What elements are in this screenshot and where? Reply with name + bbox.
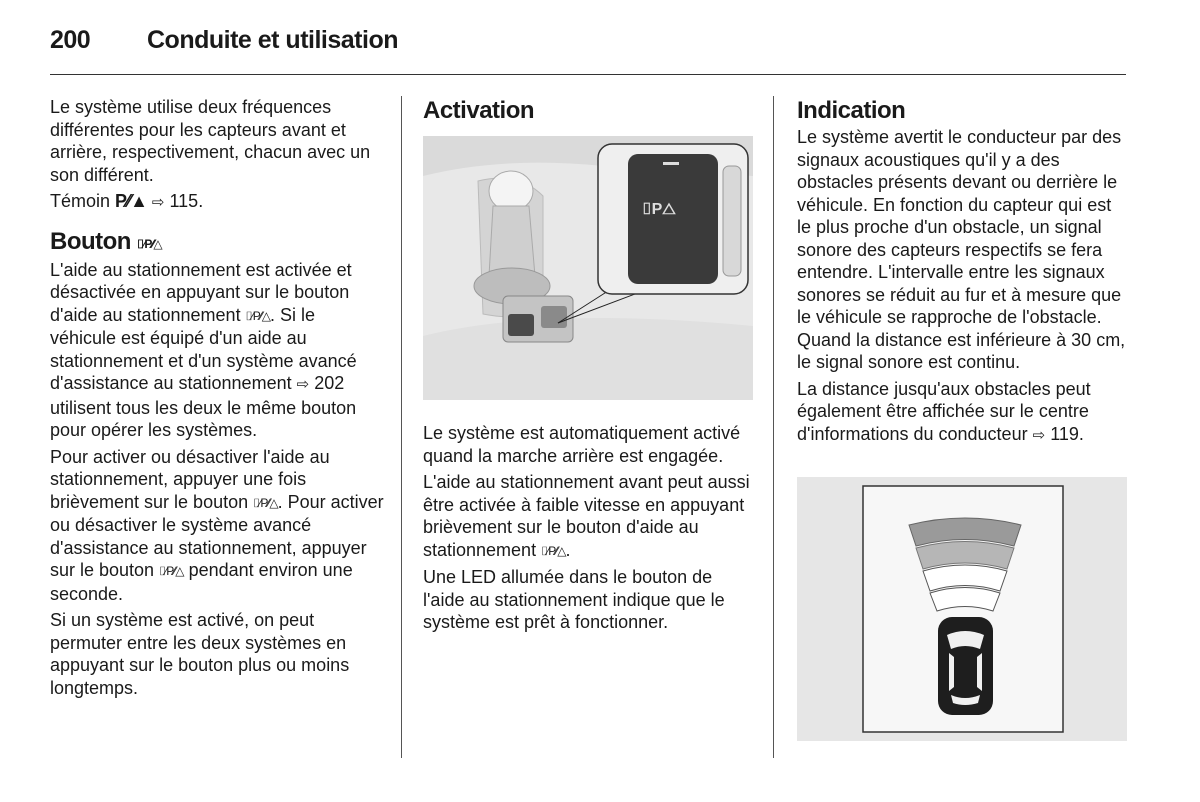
parking-button-icon: ⌷⁄P⁄⁄△ <box>159 564 184 578</box>
led-paragraph: Une LED allumée dans le bouton de l'aide au stationnement indique que le système est prêt à fonctionner. <box>423 567 725 632</box>
page-ref-arrow-icon: ⇨ <box>1032 426 1046 444</box>
text-span: Pour activer ou désactiver l'aide au stationnement, appuyer une fois brièvement sur le bouton <box>50 446 330 512</box>
activation-paragraph <box>50 259 385 442</box>
page-number: 200 <box>50 26 91 54</box>
parking-button-icon: ⌷⁄P⁄⁄△ <box>253 495 278 510</box>
column-2 <box>423 96 753 638</box>
activation-heading: Activation <box>423 97 535 124</box>
temoin-label: Témoin <box>50 191 111 211</box>
temoin-page-ref[interactable]: 115. <box>169 191 204 211</box>
bouton-heading-text: Bouton <box>50 227 131 255</box>
column-1 <box>50 96 385 703</box>
chapter-title: Conduite et utilisation <box>147 26 398 54</box>
indication-heading: Indication <box>797 97 906 124</box>
text-span: L'aide au stationnement est activée et désactivée en appuyant sur le bouton d'aide au stationnement <box>50 259 352 325</box>
text-span: . Pour activer ou désactiver le système avancé d'assistance au stationnement, appuyer sur le bouton <box>50 491 384 580</box>
distance-display-paragraph <box>797 378 1127 448</box>
column-divider-2 <box>773 96 774 758</box>
text-span: . Si le véhicule est équipé d'un aide au stationnement et d'un système avancé d'assistance au stationnement <box>50 304 357 393</box>
bouton-heading <box>50 227 385 259</box>
switch-paragraph: Si un système est activé, on peut permuter entre les deux systèmes en appuyant sur le bouton plus ou moins longtemps. <box>50 610 350 698</box>
text-span: L'aide au stationnement avant peut aussi être activée à faible vitesse en appuyant brièvement sur le bouton d'aide au stationnement <box>423 472 750 560</box>
header-rule <box>50 74 1126 75</box>
column-divider-1 <box>401 96 402 758</box>
temoin-line <box>50 190 385 215</box>
svg-text:⌷P△: ⌷P△ <box>642 201 676 218</box>
acoustic-signal-paragraph: Le système avertit le conducteur par des signaux acoustiques qu'il y a des obstacles présents devant ou derrière le véhicule. En fonction du capteur qui est le plus proche d'un obstacle, un signal sonore des capteurs respectifs se fera entendre. L'intervalle entre les signaux sonores se réduit au fur et à mesure que le véhicule se rapproche de l'obstacle. Quand la distance est inférieure à 30 cm, le signal sonore est continu. <box>797 127 1126 372</box>
text-span: La distance jusqu'aux obstacles peut également être affichée sur le centre d'informations du conducteur <box>797 378 1091 444</box>
distance-display-figure <box>797 477 1127 741</box>
text-span: pendant environ une seconde. <box>50 560 353 604</box>
page-ref-202[interactable]: 202 <box>314 373 345 393</box>
front-activation-paragraph <box>423 471 753 562</box>
frequency-paragraph: Le système utilise deux fréquences différentes pour les capteurs avant et arrière, respectivement, chacun avec un son différent. <box>50 97 371 185</box>
parking-warning-icon: P⁄⁄▲ <box>115 191 147 211</box>
page-ref-arrow-icon: ⇨ <box>151 194 165 211</box>
text-span: . <box>565 539 571 560</box>
column-3 <box>797 96 1127 451</box>
toggle-paragraph <box>50 446 385 606</box>
page-ref-arrow-icon: ⇨ <box>296 376 310 393</box>
parking-button-icon: ⌷⁄P⁄⁄△ <box>541 543 566 558</box>
text-span: utilisent tous les deux le même bouton pour opérer les systèmes. <box>50 397 357 440</box>
car-top-view-icon <box>938 617 993 715</box>
page-ref-119[interactable]: 119. <box>1050 423 1084 444</box>
parking-button-icon: ⌷⁄P⁄⁄△ <box>245 308 271 323</box>
parking-button-icon: ⌷⁄P⁄⁄△ <box>137 236 162 251</box>
auto-activation-paragraph: Le système est automatiquement activé quand la marche arrière est engagée. <box>423 423 741 466</box>
page-header <box>50 24 1126 76</box>
console-button-photo <box>423 136 753 400</box>
